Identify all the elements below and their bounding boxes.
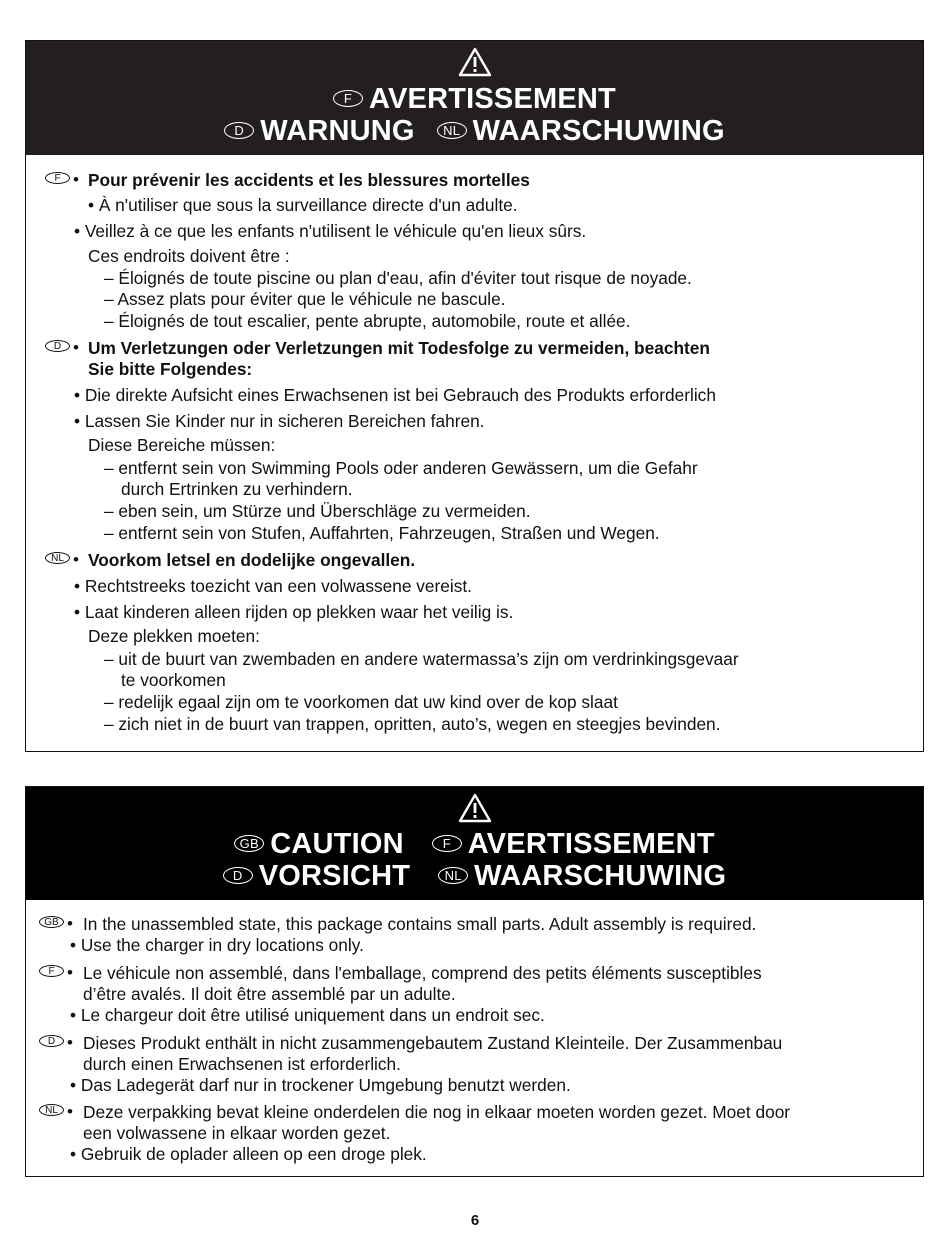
lang-badge-d: D bbox=[223, 867, 253, 884]
lang-tag-d: D • bbox=[45, 340, 70, 352]
lang-tag-f: F • bbox=[39, 965, 64, 977]
lang-tag-f: F • bbox=[45, 172, 70, 184]
warning-text-line: • Die direkte Aufsicht eines Erwachsenen ist bei Gebrauch des Produkts erforderlich bbox=[74, 385, 716, 405]
warning-text-line: Ces endroits doivent être : bbox=[88, 246, 290, 266]
warning-text-line: • Lassen Sie Kinder nur in sicheren Bereichen fahren. bbox=[74, 411, 485, 431]
lang-badge-f: F bbox=[333, 90, 363, 107]
warning-text-line: durch Ertrinken zu verhindern. bbox=[121, 479, 353, 499]
lang-badge-nl: NL bbox=[437, 122, 467, 139]
warning-text-line: – Assez plats pour éviter que le véhicule ne bascule. bbox=[104, 289, 506, 309]
warning-text-line: – entfernt sein von Swimming Pools oder anderen Gewässern, um die Gefahr bbox=[104, 458, 698, 478]
warning-heading-line: Dieses Produkt enthält in nicht zusammengebautem Zustand Kleinteile. Der Zusammenbau bbox=[83, 1033, 783, 1053]
warning-text-line: • Das Ladegerät darf nur in trockener Umgebung benutzt werden. bbox=[70, 1075, 571, 1095]
warning-text-line: d’être avalés. Il doit être assemblé par un adulte. bbox=[83, 984, 456, 1004]
warning-triangle-icon bbox=[458, 793, 492, 823]
warning-text-line: • Gebruik de oplader alleen op een droge plek. bbox=[70, 1144, 427, 1164]
warning-text-line: • Use the charger in dry locations only. bbox=[70, 935, 364, 955]
warning-text-line: durch einen Erwachsenen ist erforderlich. bbox=[83, 1054, 401, 1074]
warning-text-line: • Laat kinderen alleen rijden op plekken waar het veilig is. bbox=[74, 602, 514, 622]
lang-badge-nl: NL bbox=[438, 867, 468, 884]
title-warnung: WARNUNG bbox=[260, 115, 415, 147]
warning-header-1 bbox=[26, 41, 923, 155]
warning-heading-line: Voorkom letsel en dodelijke ongevallen. bbox=[88, 550, 416, 570]
lang-tag-gb: GB • bbox=[39, 916, 64, 928]
warning-triangle-icon bbox=[458, 47, 492, 77]
header-line-de-nl bbox=[26, 115, 923, 147]
warning-text-line: • Veillez à ce que les enfants n'utilisent le véhicule qu'en lieux sûrs. bbox=[74, 221, 587, 241]
header-line-de-nl bbox=[26, 860, 923, 892]
warning-heading-line: In the unassembled state, this package contains small parts. Adult assembly is required. bbox=[83, 914, 757, 934]
header-line-fr bbox=[26, 83, 923, 115]
warning-heading-line: Um Verletzungen oder Verletzungen mit Todesfolge zu vermeiden, beachten bbox=[88, 338, 710, 358]
warning-box-2 bbox=[25, 786, 924, 1177]
warning-text-line: • Rechtstreeks toezicht van een volwassene vereist. bbox=[74, 576, 472, 596]
lang-tag-d: D • bbox=[39, 1035, 64, 1047]
warning-text-line: te voorkomen bbox=[121, 670, 226, 690]
warning-text-line: – zich niet in de buurt van trappen, opritten, auto’s, wegen en steegjes bevinden. bbox=[104, 714, 721, 734]
warning-text-line: Sie bitte Folgendes: bbox=[88, 359, 253, 379]
warning-text-line: • À n'utiliser que sous la surveillance directe d'un adulte. bbox=[88, 195, 518, 215]
title-avertissement: AVERTISSEMENT bbox=[467, 828, 715, 860]
warning-heading-line: Pour prévenir les accidents et les blessures mortelles bbox=[88, 170, 530, 190]
warning-header-2 bbox=[26, 787, 923, 900]
title-avertissement: AVERTISSEMENT bbox=[369, 83, 616, 115]
title-vorsicht: VORSICHT bbox=[258, 860, 411, 892]
warning-text-line: – entfernt sein von Stufen, Auffahrten, Fahrzeugen, Straßen und Wegen. bbox=[104, 523, 660, 543]
lang-badge-f: F bbox=[432, 835, 462, 852]
warning-text-line: – eben sein, um Stürze und Überschläge zu vermeiden. bbox=[104, 501, 531, 521]
lang-tag-nl: NL • bbox=[45, 552, 70, 564]
warning-heading-line: Deze verpakking bevat kleine onderdelen die nog in elkaar moeten worden gezet. Moet door bbox=[83, 1102, 791, 1122]
warning-text-line: – redelijk egaal zijn om te voorkomen dat uw kind over de kop slaat bbox=[104, 692, 618, 712]
warning-box-1 bbox=[25, 40, 924, 752]
warning-text-line: – Éloignés de toute piscine ou plan d'eau, afin d'éviter tout risque de noyade. bbox=[104, 268, 692, 288]
title-caution: CAUTION bbox=[270, 828, 404, 860]
warning-text-line: een volwassene in elkaar worden gezet. bbox=[83, 1123, 391, 1143]
warning-text-line: Diese Bereiche müssen: bbox=[88, 435, 276, 455]
warning-text-line: – Éloignés de tout escalier, pente abrupte, automobile, route et allée. bbox=[104, 311, 631, 331]
warning-heading-line: Le véhicule non assemblé, dans l'emballage, comprend des petits éléments susceptibles bbox=[83, 963, 762, 983]
title-waarschuwing: WAARSCHUWING bbox=[474, 860, 727, 892]
page-number: 6 bbox=[470, 1212, 480, 1229]
lang-tag-nl: NL • bbox=[39, 1104, 64, 1116]
warning-text-line: • Le chargeur doit être utilisé uniquement dans un endroit sec. bbox=[70, 1005, 545, 1025]
title-waarschuwing: WAARSCHUWING bbox=[472, 115, 725, 147]
lang-badge-d: D bbox=[224, 122, 254, 139]
header-line-gb-fr bbox=[26, 828, 923, 860]
warning-text-line: Deze plekken moeten: bbox=[88, 626, 260, 646]
lang-badge-gb: GB bbox=[234, 835, 264, 852]
warning-text-line: – uit de buurt van zwembaden en andere watermassa’s zijn om verdrinkingsgevaar bbox=[104, 649, 739, 669]
